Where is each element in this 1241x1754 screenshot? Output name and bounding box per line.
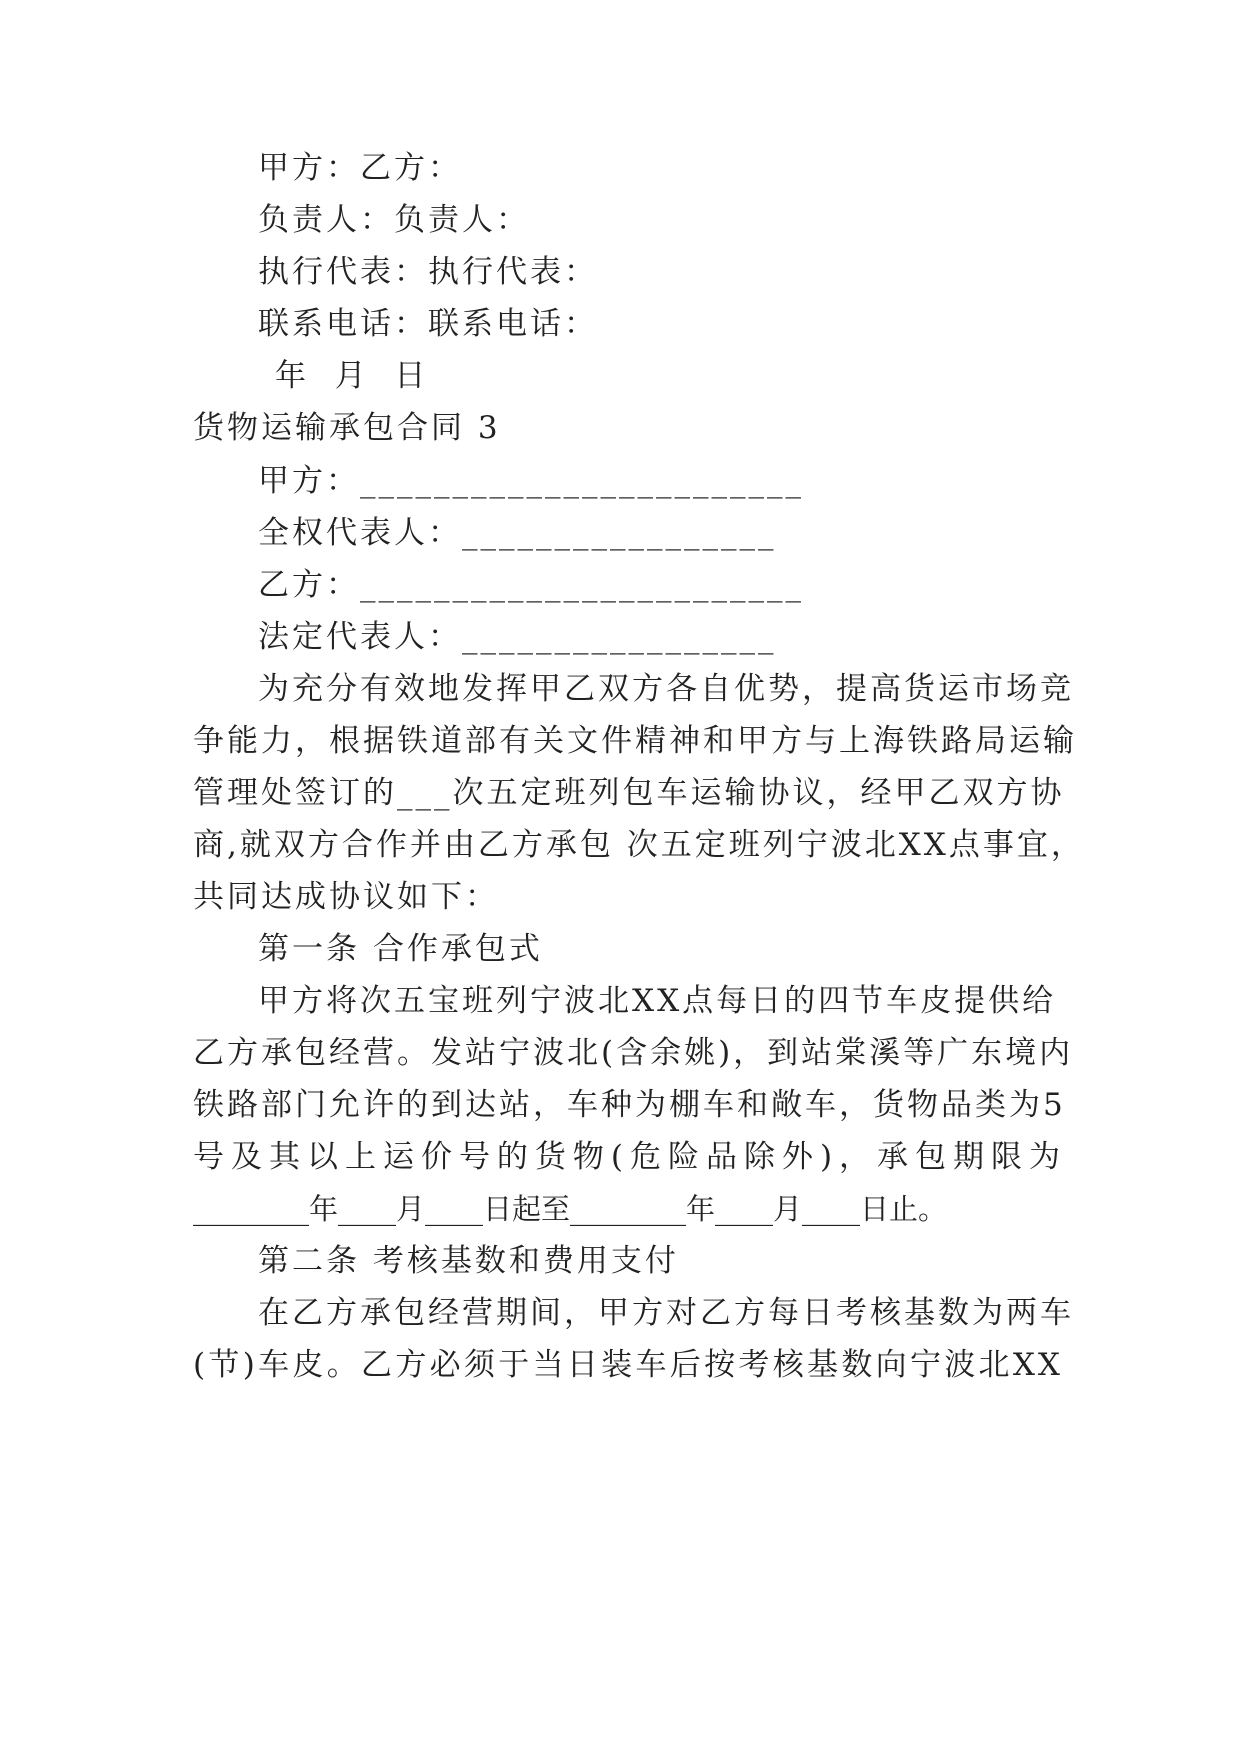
article1-line-4: 号及其以上运价号的货物(危险品除外)，承包期限为	[193, 1139, 1063, 1175]
article1-line-5: ________年____月____日起至________年____月____日止。	[193, 1192, 948, 1226]
signature-date-line: 年 月 日	[275, 358, 429, 394]
article2-line-1: 在乙方承包经营期间，甲方对乙方每日考核基数为两车	[258, 1295, 1074, 1331]
preamble-line-4: 商,就双方合作并由乙方承包 次五定班列宁波北XX点事宜，	[193, 827, 1085, 863]
article2-heading: 第二条 考核基数和费用支付	[258, 1243, 679, 1279]
preamble-line-5: 共同达成协议如下：	[193, 879, 499, 915]
signature-executive-line: 执行代表：执行代表：	[258, 254, 598, 290]
contract-title: 货物运输承包合同 3	[193, 410, 501, 446]
article2-line-2: (节)车皮。乙方必须于当日装车后按考核基数向宁波北XX	[193, 1347, 1063, 1383]
preamble-line-3: 管理处签订的___次五定班列包车运输协议，经甲乙双方协	[193, 775, 1065, 811]
signature-responsible-line: 负责人：负责人：	[258, 202, 530, 238]
preamble-line-1: 为充分有效地发挥甲乙双方各自优势，提高货运市场竞	[258, 671, 1074, 707]
legal-rep-field: 法定代表人：_________________	[258, 619, 777, 655]
preamble-line-2: 争能力，根据铁道部有关文件精神和甲方与上海铁路局运输	[193, 723, 1077, 759]
party-b-field: 乙方：________________________	[258, 567, 804, 603]
article1-line-1: 甲方将次五宝班列宁波北XX点每日的四节车皮提供给	[258, 983, 1057, 1019]
article1-line-2: 乙方承包经营。发站宁波北(含余姚)，到站棠溪等广东境内	[193, 1035, 1074, 1071]
signature-phone-line: 联系电话：联系电话：	[258, 306, 598, 342]
party-a-field: 甲方：________________________	[258, 463, 804, 499]
article1-line-3: 铁路部门允许的到达站，车种为棚车和敞车，货物品类为5	[193, 1087, 1066, 1123]
signature-party-line: 甲方：乙方：	[258, 150, 462, 186]
article1-heading: 第一条 合作承包式	[258, 931, 543, 967]
authorized-rep-field: 全权代表人：_________________	[258, 515, 777, 551]
